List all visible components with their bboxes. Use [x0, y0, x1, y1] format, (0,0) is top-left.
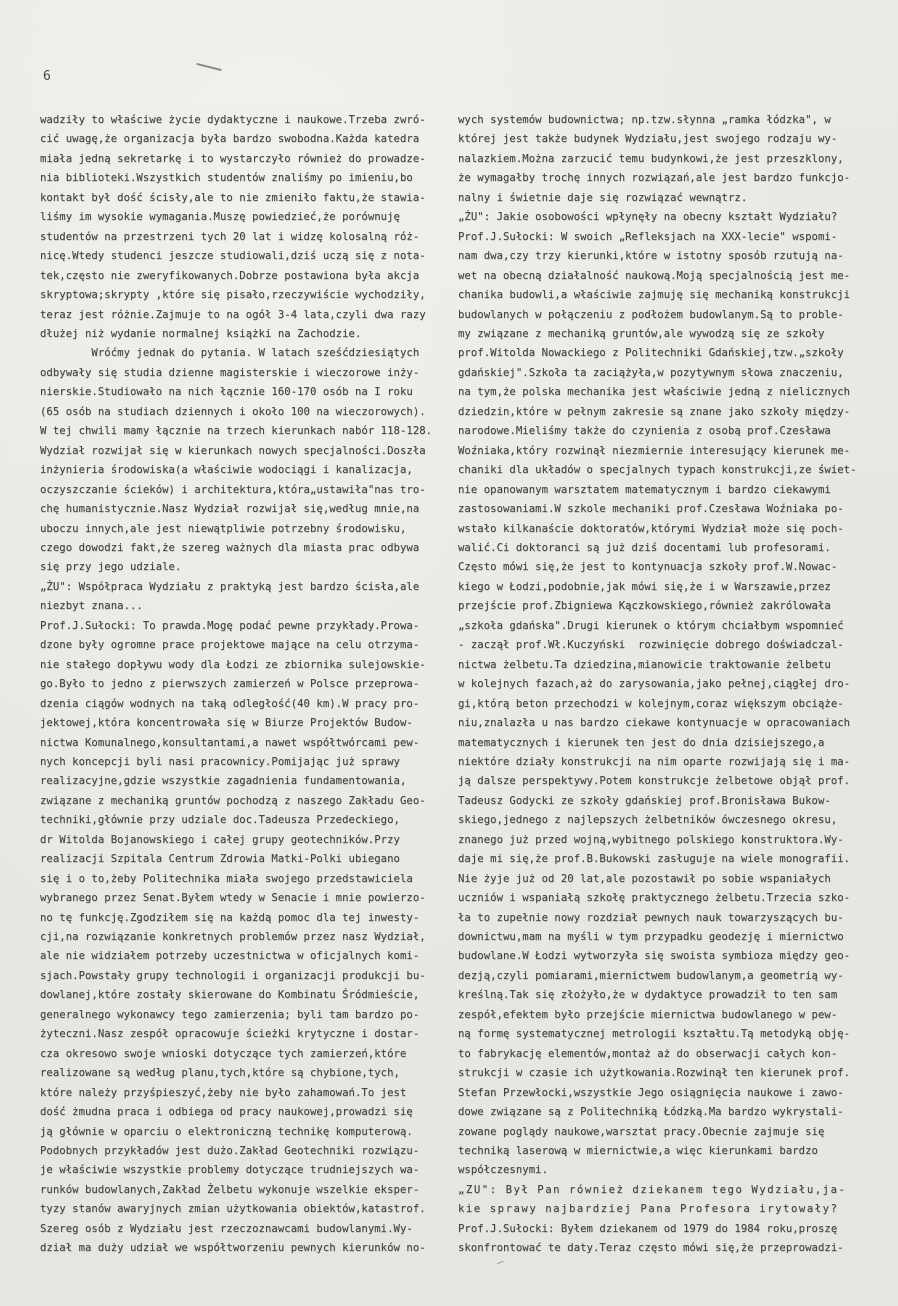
- text-line: przejście prof.Zbigniewa Kączkowskiego,również zakrólowała: [458, 600, 831, 613]
- text-line: inżynieria środowiska(a właściwie wodociągi i kanalizacja,: [40, 464, 413, 477]
- text-line: niektóre działy konstrukcji na nim oparte rozwijają się i ma-: [458, 755, 851, 768]
- text-line: skryptowa;skrypty ,które się pisało,rzeczywiście wychodziły,: [40, 289, 426, 302]
- text-line: Wróćmy jednak do pytania. W latach sześćdziesiątych: [40, 347, 420, 360]
- text-line: Woźniaka,który rozwinął niezmiernie interesujący kierunek me-: [458, 444, 851, 457]
- text-line: wych systemów budownictwa; np.tzw.słynna „ramka łódzka", w: [458, 114, 831, 126]
- text-line: tyzy stanów awaryjnych zmian użytkowania obiektów,katastrof.: [40, 1203, 426, 1216]
- text-line: które należy przyśpieszyć,żeby nie było zahamowań.To jest: [40, 1086, 407, 1099]
- text-line: miała jedną sekretarkę i to wystarczyło również do prowadze-: [40, 152, 426, 165]
- text-line: Podobnych przykładów jest dużo.Zakład Geotechniki rozwiązu-: [40, 1145, 420, 1158]
- text-line: dowe związane są z Politechniką Łódzką.Ma bardzo wykrystali-: [458, 1106, 844, 1119]
- text-line: Nie żyje już od 20 lat,ale pozostawił po sobie wspaniałych: [458, 872, 831, 885]
- text-line: niezbyt znana...: [40, 600, 143, 613]
- text-line: downictwu,mam na myśli w tym przypadku geodezję i miernictwo: [458, 931, 844, 944]
- text-line: że wymagałby trochę innych rozwiązań,ale jest bardzo funkcjo-: [458, 172, 851, 185]
- text-line: nierskie.Studiowało na nich łącznie 160-170 osób na I roku: [40, 386, 413, 399]
- text-line: nalny i świetnie daje się rozwiązać wewnątrz.: [458, 191, 748, 204]
- text-line: żyteczni.Nasz zespół opracowuje ścieżki krytyczne i dostar-: [40, 1028, 420, 1041]
- text-line: teraz jest różnie.Zajmuje to na ogół 3-4 lata,czyli dwa razy: [40, 308, 426, 321]
- text-line: kreślną.Tak się złożyło,że w dydaktyce prowadził to ten sam: [458, 989, 838, 1002]
- text-line: dr Witolda Bojanowskiego i całej grupy geotechników.Przy: [40, 833, 400, 846]
- text-line: skiego,jednego z najlepszych żelbetników ówczesnego okresu,: [458, 814, 838, 827]
- text-line: Szereg osób z Wydziału jest rzeczoznawcami budowlanymi.Wy-: [40, 1222, 413, 1235]
- text-line: wadziły to właściwe życie dydaktyczne i naukowe.Trzeba zwró-: [40, 114, 426, 126]
- text-line: dziedzin,które w pełnym zakresie są znane jako szkoły między-: [458, 405, 851, 418]
- text-line: nalazkiem.Można zarzucić temu budynkowi,że jest przeszklony,: [458, 152, 844, 165]
- text-line: ale nie widziałem potrzeby uczestnictwa w oficjalnych komi-: [40, 950, 420, 963]
- text-line: to fabrykację elementów,montaż aż do obserwacji całych kon-: [458, 1047, 838, 1060]
- left-text-column: [40, 111, 448, 1259]
- text-line: nictwa Komunalnego,konsultantami,a nawet współtwórcami pew-: [40, 736, 420, 749]
- text-line: no tę funkcję.Zgodziłem się na każdą pomoc dla tej inwesty-: [40, 911, 420, 924]
- text-line: (65 osób na studiach dziennych i około 100 na wieczorowych).: [40, 405, 426, 418]
- text-line: techniką laserową w miernictwie,a więc kierunkami bardzo: [458, 1145, 818, 1158]
- text-line: cji,na rozwiązanie konkretnych problemów przez nasz Wydział,: [40, 931, 426, 944]
- text-line: studentów na przestrzeni tych 20 lat i widzę kolosalną róż-: [40, 230, 420, 243]
- text-line: współczesnymi.: [458, 1164, 548, 1177]
- text-line: nie opanowanym warsztatem matematycznym i bardzo ciekawymi: [458, 483, 831, 496]
- text-line: zowane poglądy naukowe,warsztat pracy.Obecnie zajmuje się: [458, 1125, 825, 1138]
- text-line: ną formę systematycznej metrologii kształtu.Tą metodyką obję-: [458, 1028, 851, 1041]
- text-line: gi,którą beton przechodzi w kolejnym,coraz większym obciąże-: [458, 697, 844, 710]
- text-line: chę humanistycznie.Nasz Wydział rozwijał się,według mnie,na: [40, 503, 420, 516]
- text-line: „ŻU": Współpraca Wydziału z praktyką jest bardzo ścisła,ale: [40, 580, 420, 593]
- text-line: cić uwagę,że organizacja była bardzo swobodna.Każda katedra: [40, 133, 420, 146]
- text-line: uczniów i wspaniałą szkołę praktycznego żelbetu.Trzecia szko-: [458, 892, 851, 905]
- text-line: daje mi się,że prof.B.Bukowski zasługuje na wiele monografii.: [458, 853, 851, 866]
- text-line: dzenia ciągów wodnych na taką odległość(40 km).W pracy pro-: [40, 697, 420, 710]
- text-line: go.Było to jedno z pierwszych zamierzeń w Polsce przeprowa-: [40, 678, 420, 691]
- text-line: gdańskiej".Szkoła ta zaciążyła,w pozytywnym słowa znaczeniu,: [458, 366, 844, 379]
- text-line: je właściwie wszystkie problemy dotyczące trudniejszych wa-: [40, 1164, 420, 1177]
- text-line: nie stałego dopływu wody dla Łodzi ze zbiornika sulejowskie-: [40, 658, 426, 671]
- text-line: Stefan Przewłocki,wszystkie Jego osiągnięcia naukowe i zawo-: [458, 1086, 844, 1099]
- text-line: dość żmudna praca i odbiega od pracy naukowej,prowadzi się: [40, 1106, 413, 1119]
- text-line: wybranego przez Senat.Byłem wtedy w Senacie i mnie powierzo-: [40, 892, 426, 905]
- text-line: której jest także budynek Wydziału,jest swojego rodzaju wy-: [458, 133, 838, 146]
- text-line: dezją,czyli pomiarami,miernictwem budowlanym,a geometrią wy-: [458, 969, 844, 982]
- text-line: „ŻU": Jakie osobowości wpłynęły na obecny kształt Wydziału?: [458, 211, 838, 224]
- text-line: realizacji Szpitala Centrum Zdrowia Matki-Polki ubiegano: [40, 853, 400, 866]
- text-line: Często mówi się,że jest to kontynuacja szkoły prof.W.Nowac-: [458, 561, 838, 574]
- text-line: „szkoła gdańska".Drugi kierunek o którym chciałbym wspomnieć: [458, 619, 844, 632]
- text-line: prof.Witolda Nowackiego z Politechniki Gdańskiej,tzw.„szkoły: [458, 347, 844, 360]
- text-line: generalnego wykonawcy tego zamierzenia; byli tam bardzo po-: [40, 1008, 420, 1021]
- text-line: ją głównie w oparciu o elektroniczną technikę komputerową.: [40, 1125, 413, 1138]
- text-line: kontakt był dość ścisły,ale to nie zmieniło faktu,że stawia-: [40, 191, 426, 204]
- text-line: Tadeusz Godycki ze szkoły gdańskiej prof.Bronisława Bukow-: [458, 794, 831, 807]
- text-line: skonfrontować te daty.Teraz często mówi się,że przeprowadzi-: [458, 1242, 844, 1255]
- text-line: realizacyjne,gdzie wszystkie zagadnienia fundamentowania,: [40, 775, 407, 788]
- text-line: Wydział rozwijał się w kierunkach nowych specjalności.Doszła: [40, 444, 426, 457]
- text-line: się przy jego udziale.: [40, 561, 182, 574]
- text-line: oczyszczanie ścieków) i architektura,która„ustawiła"nas tro-: [40, 483, 426, 496]
- text-line: walić.Ci doktoranci są już dziś docentami lub profesorami.: [458, 541, 831, 554]
- text-line: my związane z mechaniką gruntów,ale wywodzą się ze szkoły: [458, 327, 825, 340]
- text-line: nictwa żelbetu.Ta dziedzina,mianowicie traktowanie żelbetu: [458, 658, 831, 671]
- text-line: nia biblioteki.Wszystkich studentów znaliśmy po imieniu,bo: [40, 172, 413, 185]
- text-line: na tym,że polska mechanika jest właściwie jedną z nielicznych: [458, 386, 851, 399]
- text-line: tek,często nie zweryfikowanych.Dobrze postawiona była akcja: [40, 269, 420, 282]
- text-line: strukcji w czasie ich użytkowania.Rozwinął ten kierunek prof.: [458, 1067, 851, 1080]
- text-line: wstało kilkanaście doktoratów,którymi Wydział może się poch-: [458, 522, 844, 535]
- text-line: dział ma duży udział we współtworzeniu pewnych kierunków no-: [40, 1242, 426, 1255]
- right-text-column: [458, 111, 866, 1259]
- stray-pen-mark: [196, 63, 222, 71]
- text-line: „ZU": Był Pan również dziekanem tego Wydziału,ja-: [458, 1183, 847, 1196]
- text-line: techniki,głównie przy udziale doc.Tadeusza Przedeckiego,: [40, 814, 400, 827]
- text-line: kiego w Łodzi,podobnie,jak mówi się,że i w Warszawie,przez: [458, 580, 831, 593]
- text-line: nicę.Wtedy studenci jeszcze studiowali,dziś uczą się z nota-: [40, 250, 426, 263]
- text-line: Prof.J.Sułocki: To prawda.Mogę podać pewne przykłady.Prowa-: [40, 619, 420, 632]
- text-line: znanego już przed wojną,wybitnego polskiego konstruktora.Wy-: [458, 833, 844, 846]
- text-line: nych koncepcji byli nasi pracownicy.Pomijając już sprawy: [40, 755, 400, 768]
- page-number: 6: [43, 69, 51, 84]
- text-line: ją dalsze perspektywy.Potem konstrukcje żelbetowe objął prof.: [458, 775, 851, 788]
- text-line: runków budowlanych,Zakład Żelbetu wykonuje wszelkie eksper-: [40, 1183, 420, 1196]
- text-line: dzone były ogromne prace projektowe mające na celu otrzyma-: [40, 639, 420, 652]
- text-line: matematycznych i kierunek ten jest do dnia dzisiejszego,a: [458, 736, 825, 749]
- text-line: cza okresowo swoje wnioski dotyczące tych zamierzeń,które: [40, 1047, 407, 1060]
- text-line: w kolejnych fazach,aż do zarysowania,jako pełnej,ciągłej dro-: [458, 678, 851, 691]
- text-line: dowlanej,które zostały skierowane do Kombinatu Śródmieście,: [40, 989, 420, 1002]
- text-line: niu,znalazła u nas bardzo ciekawe kontynuacje w opracowaniach: [458, 717, 851, 730]
- text-line: budowlane.W Łodzi wytworzyła się swoista symbioza między geo-: [458, 950, 851, 963]
- text-line: Prof.J.Sułocki: W swoich „Refleksjach na XXX-lecie" wspomi-: [458, 230, 838, 243]
- text-line: dłużej niż wydanie normalnej książki na Zachodzie.: [40, 327, 362, 340]
- text-line: się i o to,żeby Politechnika miała swojego przedstawiciela: [40, 872, 413, 885]
- text-line: chaniki dla układów o specjalnych typach konstrukcji,ze świet-: [458, 464, 857, 477]
- text-line: W tej chwili mamy łącznie na trzech kierunkach nabór 118-128.: [40, 425, 433, 438]
- text-line: Prof.J.Sułocki: Byłem dziekanem od 1979 do 1984 roku,proszę: [458, 1222, 838, 1235]
- text-line: jektowej,która koncentrowała się w Biurze Projektów Budow-: [40, 717, 413, 730]
- text-line: związane z mechaniką gruntów pochodzą z naszego Zakładu Geo-: [40, 794, 426, 807]
- stray-speck-mark: [497, 1261, 504, 1265]
- text-line: uboczu innych,ale jest niewątpliwie potrzebny środowisku,: [40, 522, 407, 535]
- text-line: budowlanych w połączeniu z podłożem budowlanym.Są to proble-: [458, 308, 844, 321]
- text-line: czego dowodzi fakt,że szereg ważnych dla miasta prac odbywa: [40, 541, 420, 554]
- text-line: nam dwa,czy trzy kierunki,które w istotny sposób rzutują na-: [458, 250, 844, 263]
- text-line: realizowane są według planu,tych,które są chybione,tych,: [40, 1067, 400, 1080]
- text-line: narodowe.Mieliśmy także do czynienia z osobą prof.Czesława: [458, 425, 831, 438]
- text-line: kie sprawy najbardziej Pana Profesora irytowały?: [458, 1203, 839, 1216]
- text-line: ła to zupełnie nowy rozdział pewnych nauk towarzyszących bu-: [458, 911, 844, 924]
- text-line: wet na obecną działalność naukową.Moją specjalnością jest me-: [458, 269, 851, 282]
- text-line: chanika budowli,a właściwie zajmuję się mechaniką konstrukcji: [458, 289, 851, 302]
- text-line: liśmy im wysokie wymagania.Muszę powiedzieć,że porównuję: [40, 211, 400, 224]
- text-line: zespół,efektem było przejście miernictwa budowlanego w pew-: [458, 1008, 838, 1021]
- text-line: zastosowaniami.W szkole mechaniki prof.Czesława Woźniaka po-: [458, 503, 844, 516]
- text-line: odbywały się studia dzienne magisterskie i wieczorowe inży-: [40, 366, 420, 379]
- text-line: - zaczął prof.Wł.Kuczyński rozwinięcie dobrego doświadczal-: [458, 639, 844, 652]
- text-line: sjach.Powstały grupy technologii i organizacji produkcji bu-: [40, 969, 426, 982]
